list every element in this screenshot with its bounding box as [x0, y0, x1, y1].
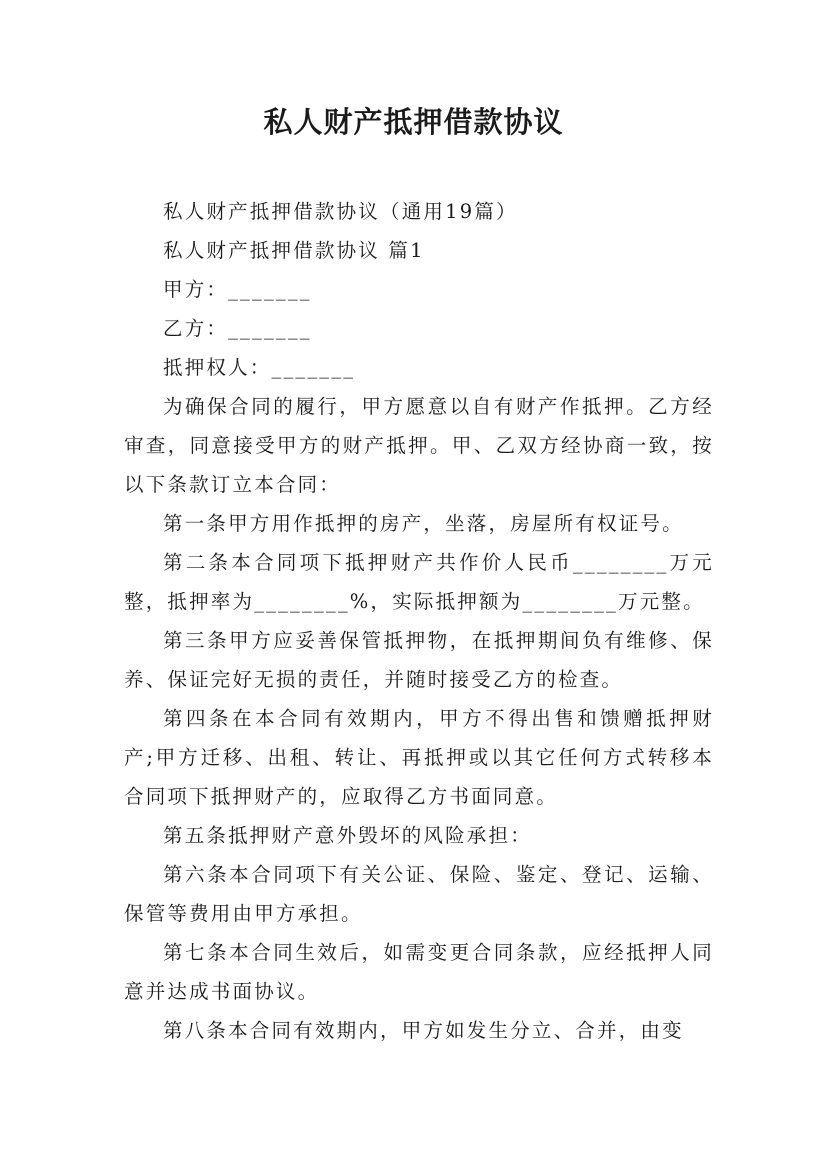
section-heading: 私人财产抵押借款协议 篇1: [163, 239, 425, 262]
party-a-line: 甲方：_______: [163, 278, 312, 301]
party-b-line: 乙方：_______: [163, 317, 312, 340]
clause-4: 第四条在本合同有效期内，甲方不得出售和馈赠抵押财产;甲方迁移、出租、转让、再抵押或以其它任何方式转移本合同项下抵押财产的，应取得乙方书面同意。: [124, 707, 714, 808]
clause-3: 第三条甲方应妥善保管抵押物，在抵押期间负有维修、保养、保证完好无损的责任，并随时接受乙方的检查。: [124, 629, 714, 691]
clause-7: 第七条本合同生效后，如需变更合同条款，应经抵押人同意并达成书面协议。: [124, 941, 714, 1003]
document-body: [124, 192, 714, 1050]
clause-6: 第六条本合同项下有关公证、保险、鉴定、登记、运输、保管等费用由甲方承担。: [124, 863, 714, 925]
clause-8: 第八条本合同有效期内，甲方如发生分立、合并，由变: [163, 1019, 684, 1042]
document-title: 私人财产抵押借款协议: [263, 105, 564, 139]
clause-2: 第二条本合同项下抵押财产共作价人民币________万元整，抵押率为________%，实际抵押额为________万元整。: [124, 551, 714, 613]
document-subtitle: 私人财产抵押借款协议（通用19篇）: [163, 200, 518, 223]
clause-5: 第五条抵押财产意外毁坏的风险承担：: [163, 824, 532, 847]
clause-1: 第一条甲方用作抵押的房产，坐落，房屋所有权证号。: [163, 512, 684, 535]
mortgagee-line: 抵押权人：_______: [163, 356, 356, 379]
preamble-paragraph: 为确保合同的履行，甲方愿意以自有财产作抵押。乙方经审查，同意接受甲方的财产抵押。甲、乙双方经协商一致，按以下条款订立本合同：: [124, 395, 714, 496]
